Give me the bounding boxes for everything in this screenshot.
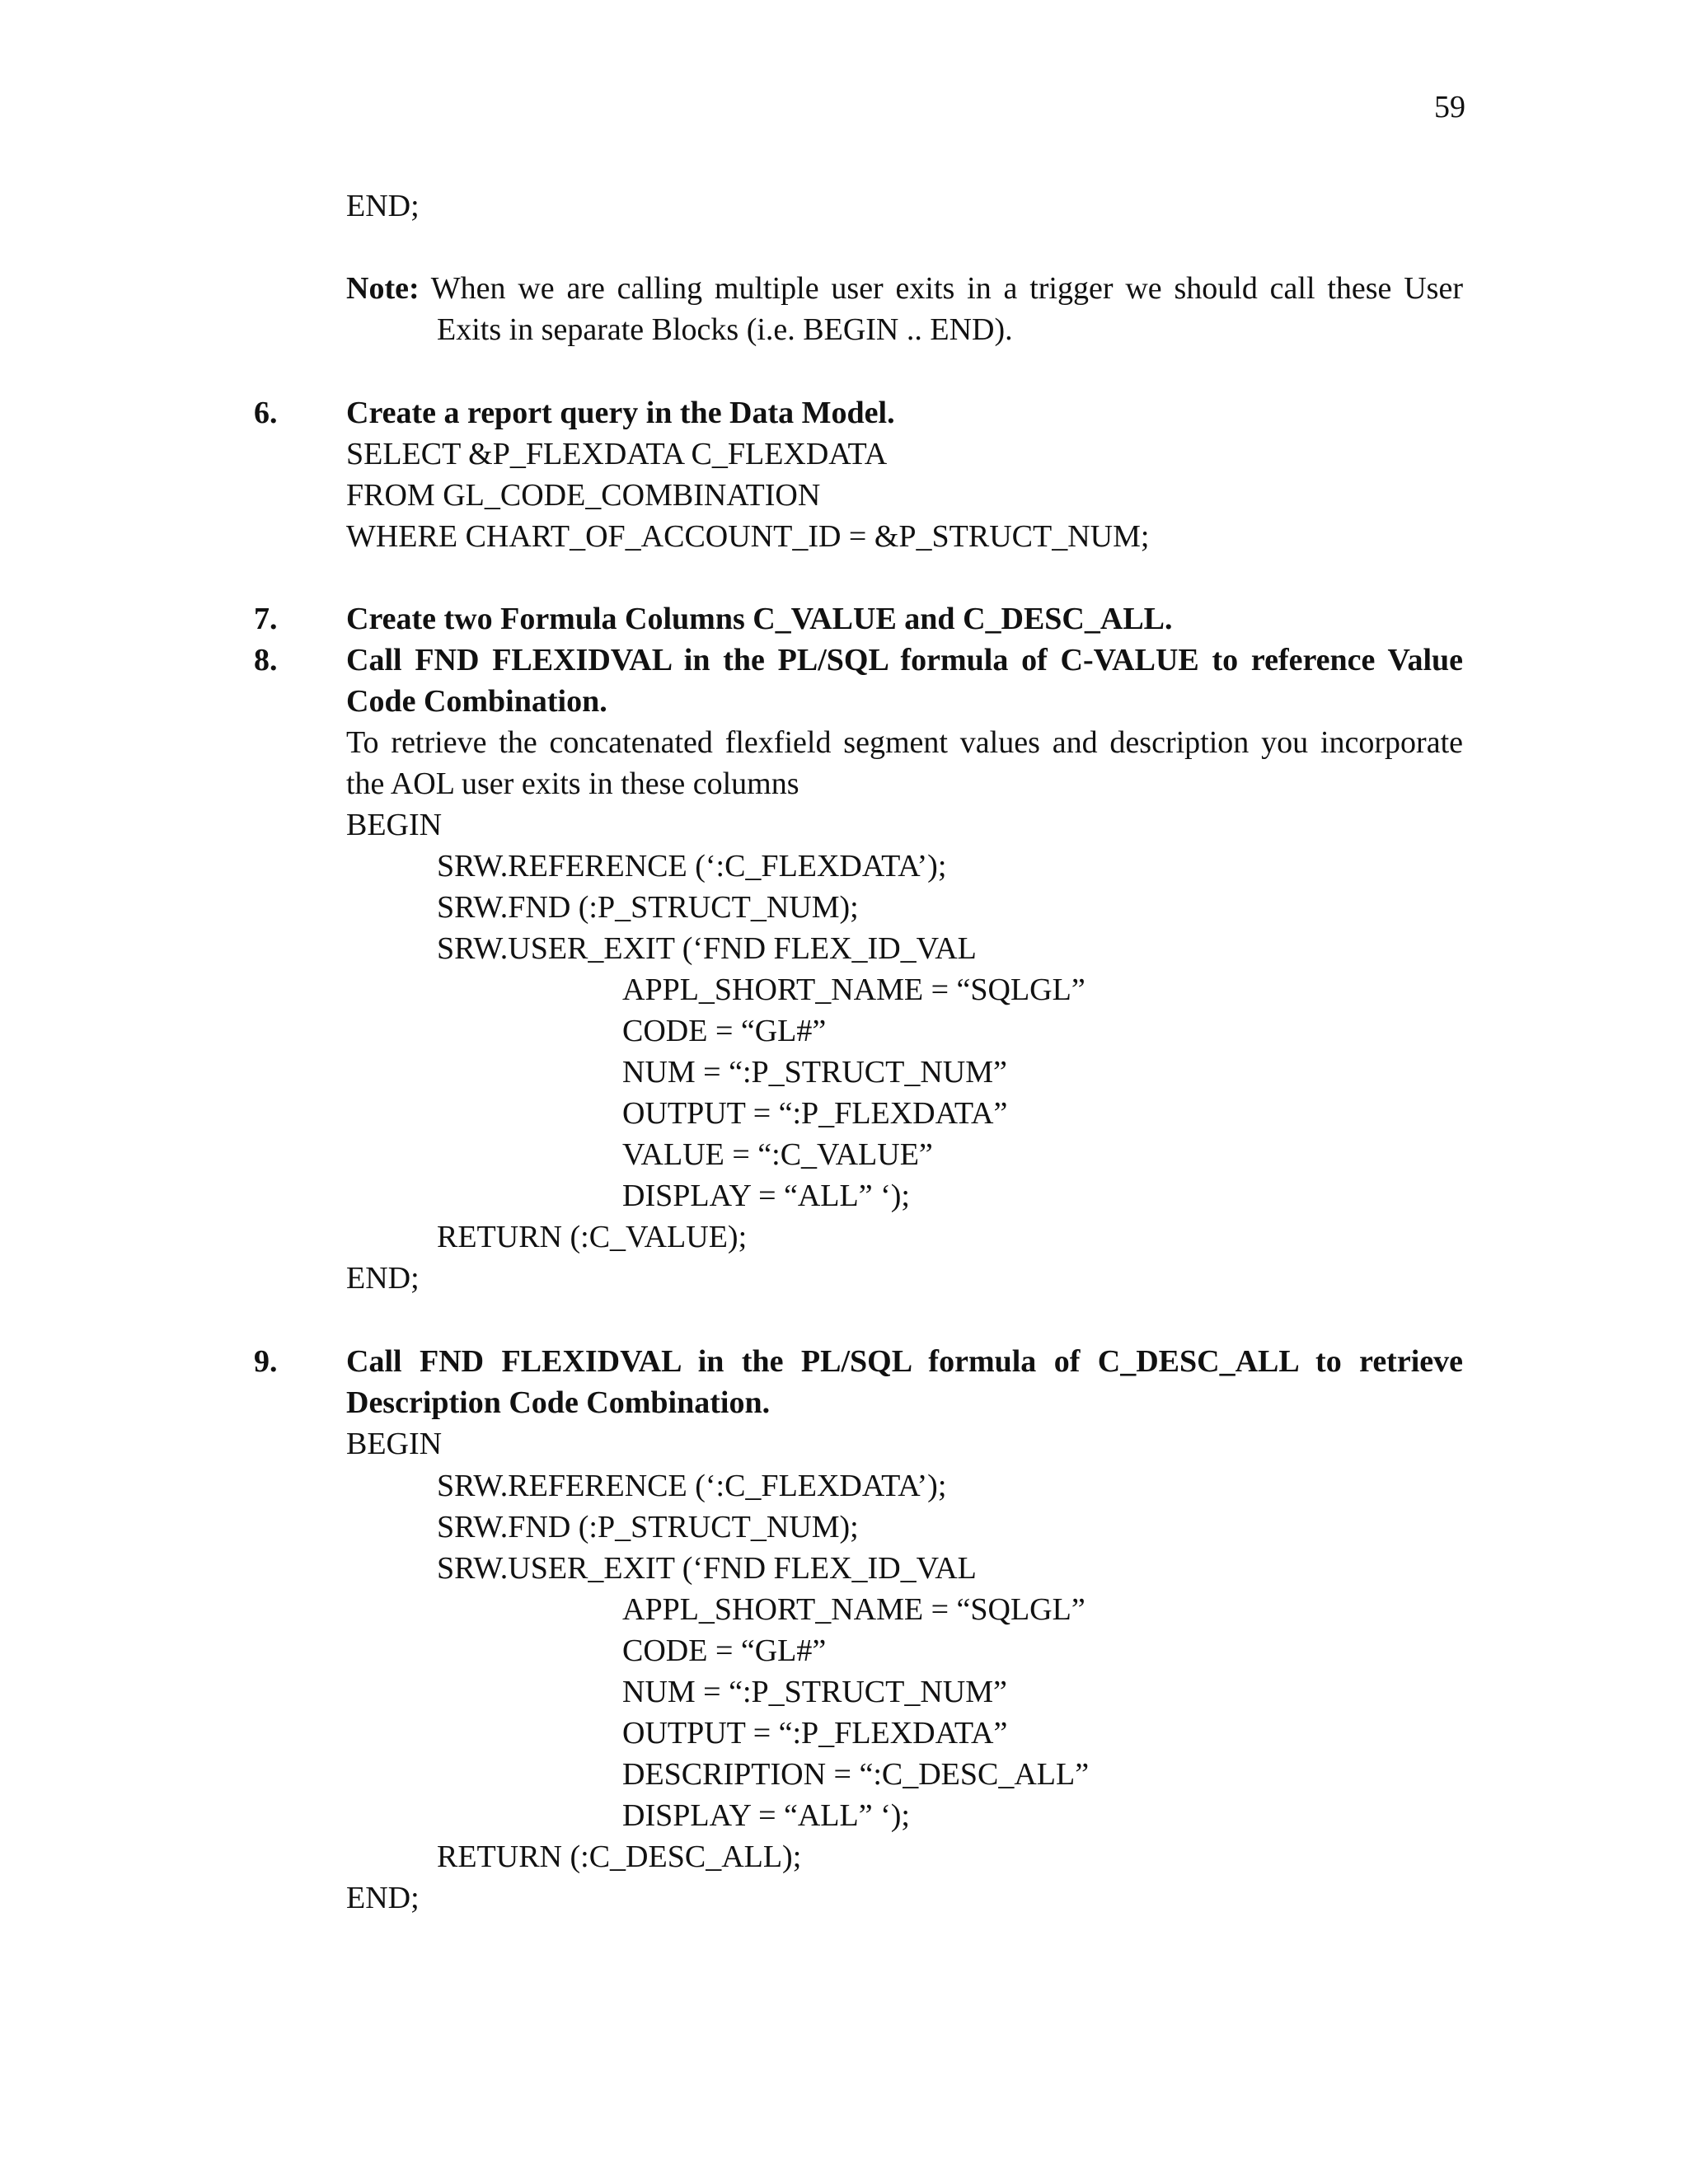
- code-param-line: DESCRIPTION = “:C_DESC_ALL”: [622, 1757, 1090, 1792]
- step-9-heading: Call FND FLEXIDVAL in the PL/SQL formula of C_DESC_ALL to retrieve Description Code Combination.: [346, 1344, 1463, 1420]
- code-param-line: CODE = “GL#”: [622, 1633, 827, 1668]
- sql-select-line: SELECT &P_FLEXDATA C_FLEXDATA: [346, 437, 888, 471]
- code-reference-line: SRW.REFERENCE (‘:C_FLEXDATA’);: [437, 1469, 947, 1503]
- code-param-line: NUM = “:P_STRUCT_NUM”: [622, 1055, 1007, 1090]
- step-6-heading: Create a report query in the Data Model.: [346, 396, 895, 430]
- code-user-exit-line: SRW.USER_EXIT (‘FND FLEX_ID_VAL: [437, 1551, 977, 1586]
- code-param-line: DISPLAY = “ALL” ‘);: [622, 1798, 910, 1833]
- code-param-line: NUM = “:P_STRUCT_NUM”: [622, 1675, 1007, 1709]
- step-8-number: 8.: [254, 643, 278, 677]
- code-begin-line: BEGIN: [346, 808, 443, 842]
- code-begin-line: BEGIN: [346, 1427, 443, 1461]
- note-label: Note:: [346, 271, 420, 306]
- note-text: When we are calling multiple user exits in a trigger we should call these User Exits in separate Blocks (i.e. BEGIN .. END).: [419, 271, 1463, 347]
- code-param-line: OUTPUT = “:P_FLEXDATA”: [622, 1716, 1008, 1750]
- step-8-heading: Call FND FLEXIDVAL in the PL/SQL formula of C-VALUE to reference Value Code Combination.: [346, 643, 1463, 719]
- step-8-description: To retrieve the concatenated flexfield segment values and description you incorporate the AOL user exits in these columns: [346, 725, 1463, 801]
- code-return-line: RETURN (:C_DESC_ALL);: [437, 1840, 802, 1874]
- code-param-line: APPL_SHORT_NAME = “SQLGL”: [622, 1592, 1085, 1627]
- sql-from-line: FROM GL_CODE_COMBINATION: [346, 478, 821, 513]
- code-return-line: RETURN (:C_VALUE);: [437, 1220, 748, 1254]
- code-end-line: END;: [346, 189, 420, 223]
- code-param-line: OUTPUT = “:P_FLEXDATA”: [622, 1096, 1008, 1131]
- step-6-number: 6.: [254, 396, 278, 430]
- step-7-heading: Create two Formula Columns C_VALUE and C_DESC_ALL.: [346, 602, 1173, 636]
- code-param-line: APPL_SHORT_NAME = “SQLGL”: [622, 972, 1085, 1007]
- code-user-exit-line: SRW.USER_EXIT (‘FND FLEX_ID_VAL: [437, 931, 977, 966]
- code-end-line: END;: [346, 1881, 420, 1915]
- note-paragraph: [346, 268, 1463, 350]
- page-number: 59: [1434, 90, 1465, 124]
- step-9-number: 9.: [254, 1344, 278, 1379]
- step-7-number: 7.: [254, 602, 278, 636]
- code-fnd-line: SRW.FND (:P_STRUCT_NUM);: [437, 890, 859, 925]
- sql-where-line: WHERE CHART_OF_ACCOUNT_ID = &P_STRUCT_NUM;: [346, 519, 1150, 554]
- code-param-line: CODE = “GL#”: [622, 1014, 827, 1048]
- code-end-line: END;: [346, 1261, 420, 1296]
- code-param-line: DISPLAY = “ALL” ‘);: [622, 1179, 910, 1213]
- code-fnd-line: SRW.FND (:P_STRUCT_NUM);: [437, 1510, 859, 1544]
- code-reference-line: SRW.REFERENCE (‘:C_FLEXDATA’);: [437, 849, 947, 883]
- code-param-line: VALUE = “:C_VALUE”: [622, 1137, 933, 1172]
